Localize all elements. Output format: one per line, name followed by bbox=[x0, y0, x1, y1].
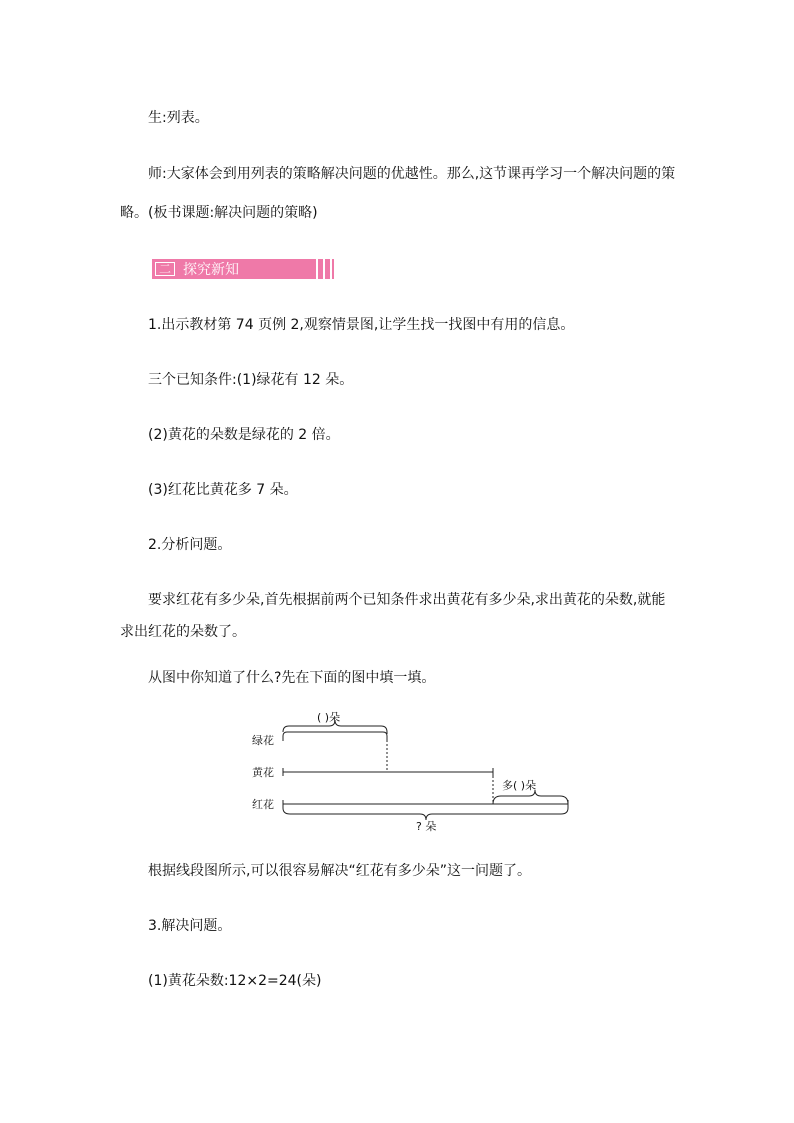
red-label: 红花 bbox=[252, 798, 274, 811]
line-fill-prompt: 从图中你知道了什么?先在下面的图中填一填。 bbox=[148, 670, 436, 686]
line-condition-2: (2)黄花的朵数是绿花的 2 倍。 bbox=[148, 427, 340, 443]
more-annotation: 多( )朵 bbox=[502, 779, 537, 792]
total-annotation: ? 朵 bbox=[416, 820, 437, 833]
section-decor-bars bbox=[311, 259, 332, 279]
line-analysis-2: 求出红花的朵数了。 bbox=[120, 624, 246, 640]
total-brace bbox=[283, 808, 568, 820]
line-conclusion: 根据线段图所示,可以很容易解决“红花有多少朵”这一问题了。 bbox=[148, 863, 531, 879]
line-step3: 3.解决问题。 bbox=[148, 918, 232, 934]
green-segment bbox=[283, 732, 387, 741]
line-condition-3: (3)红花比黄花多 7 朵。 bbox=[148, 482, 298, 498]
line-analysis-1: 要求红花有多少朵,首先根据前两个已知条件求出黄花有多少朵,求出黄花的朵数,就能 bbox=[148, 592, 666, 608]
line-segment-diagram bbox=[240, 708, 590, 834]
yellow-label: 黄花 bbox=[252, 766, 274, 779]
section-header bbox=[152, 259, 334, 279]
line-teacher-1: 师:大家体会到用列表的策略解决问题的优越性。那么,这节课再学习一个解决问题的策 bbox=[148, 166, 676, 182]
green-label: 绿花 bbox=[252, 734, 274, 747]
green-annotation: ( )朵 bbox=[317, 711, 341, 724]
line-step1: 1.出示教材第 74 页例 2,观察情景图,让学生找一找图中有用的信息。 bbox=[148, 317, 575, 333]
section-title: 探究新知 bbox=[183, 262, 239, 278]
section-number-box bbox=[155, 262, 175, 276]
line-solution-1: (1)黄花朵数:12×2=24(朵) bbox=[148, 973, 322, 989]
more-brace bbox=[493, 790, 568, 804]
line-teacher-2: 略。(板书课题:解决问题的策略) bbox=[120, 205, 318, 221]
line-step2: 2.分析问题。 bbox=[148, 537, 232, 553]
line-conditions: 三个已知条件:(1)绿花有 12 朵。 bbox=[148, 372, 354, 388]
line-student-answer: 生:列表。 bbox=[148, 110, 209, 126]
section-number: 二 bbox=[158, 262, 171, 276]
